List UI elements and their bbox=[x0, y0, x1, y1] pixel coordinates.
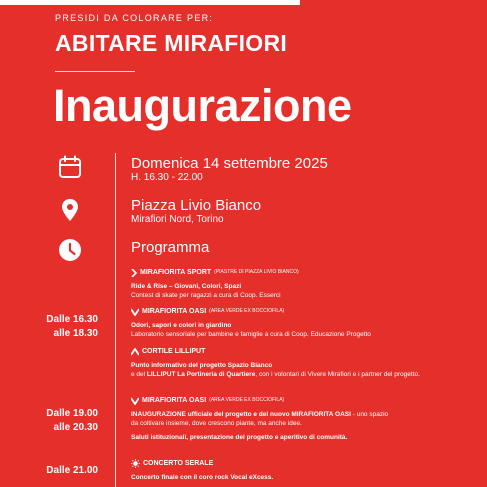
sport-line1: Ride & Rise – Giovani, Colori, Spazi bbox=[131, 283, 242, 290]
oasi2-head-note: (AREA VERDE EX BOCCIOFILA) bbox=[209, 397, 285, 403]
lilliput-line2-pre: e del bbox=[131, 371, 147, 378]
concerto-line1: Concerto finale con il coro rock Vocal eXcess. bbox=[131, 474, 274, 481]
sport-head-note: (PIASTRE DI PIAZZA LIVIO BIANCO) bbox=[214, 269, 299, 275]
time-slot-2-end: alle 20.30 bbox=[53, 422, 98, 433]
lilliput-line2-bold: LILLIPUT La Portineria di Quartiere bbox=[146, 371, 256, 378]
time-slot-1-start: Dalle 16.30 bbox=[46, 314, 98, 325]
oasi1-head-note: (AREA VERDE EX BOCCIOFILA) bbox=[209, 308, 285, 314]
top-accent-strip bbox=[0, 0, 300, 5]
oasi2-line1-bold: INAUGURAZIONE ufficiale del progetto e del nuovo MIRAFIORITA OASI bbox=[131, 411, 351, 418]
clock-icon bbox=[58, 238, 82, 262]
oasi1-line2: Laboratorio sensoriale per bambine e famiglie a cura di Coop. Educazione Progetto bbox=[131, 331, 371, 338]
oasi2-line1-post: - uno spazio bbox=[350, 411, 389, 418]
program-item-oasi-2 bbox=[131, 396, 481, 442]
event-place: Piazza Livio Bianco bbox=[131, 197, 262, 214]
event-date: Domenica 14 settembre 2025 bbox=[131, 155, 328, 172]
sprout-icon bbox=[131, 397, 139, 405]
program-item-sport bbox=[131, 268, 481, 300]
oasi1-head: MIRAFIORITA OASI bbox=[142, 308, 207, 315]
lilliput-head: CORTILE LILLIPUT bbox=[142, 348, 206, 355]
oasi1-line1: Odori, sapori e colori in giardino bbox=[131, 322, 232, 329]
lilliput-line1: Punto informativo del progetto Spazio Bianco bbox=[131, 362, 273, 369]
oasi2-head: MIRAFIORITA OASI bbox=[142, 397, 207, 404]
sprout-icon bbox=[131, 308, 139, 316]
program-item-concerto bbox=[131, 459, 481, 482]
lilliput-line2-post: , con i volontari di Vivere Mirafiori e i partner del progetto. bbox=[255, 371, 420, 378]
header-kicker: PRESIDI DA COLORARE PER: bbox=[55, 13, 214, 23]
sprout-icon bbox=[131, 269, 137, 277]
sun-icon bbox=[131, 459, 140, 468]
oasi2-line2: da coltivare insieme, dove crescono piante, ma anche idee. bbox=[131, 420, 302, 427]
event-area: Mirafiori Nord, Torino bbox=[131, 214, 224, 225]
house-icon bbox=[131, 348, 139, 356]
oasi2-line1 bbox=[131, 410, 481, 419]
calendar-icon bbox=[58, 155, 82, 179]
time-slot-1-end: alle 18.30 bbox=[53, 328, 98, 339]
program-title: Programma bbox=[131, 239, 210, 256]
program-item-lilliput bbox=[131, 347, 481, 379]
timeline-line bbox=[115, 153, 116, 487]
oasi2-line3: Saluti istituzionali, presentazione del progetto e aperitivo di comunità. bbox=[131, 434, 348, 441]
sport-head: MIRAFIORITA SPORT bbox=[140, 269, 212, 276]
header-divider bbox=[55, 71, 135, 72]
location-pin-icon bbox=[58, 198, 82, 222]
time-slot-2-start: Dalle 19.00 bbox=[46, 408, 98, 419]
sport-line2: Contest di skate per ragazzi a cura di Coop. Esserci bbox=[131, 292, 281, 299]
project-title: ABITARE MIRAFIORI bbox=[55, 30, 288, 56]
headline: Inaugurazione bbox=[53, 80, 352, 131]
lilliput-line2 bbox=[131, 370, 481, 379]
time-slot-3-start: Dalle 21.00 bbox=[46, 465, 98, 476]
concerto-head: CONCERTO SERALE bbox=[143, 460, 214, 467]
time-slot-3 bbox=[14, 464, 98, 478]
time-slot-2 bbox=[14, 407, 98, 435]
time-slot-1 bbox=[14, 313, 98, 341]
event-hours: H. 16.30 - 22.00 bbox=[131, 172, 203, 183]
program-item-oasi-1 bbox=[131, 307, 481, 339]
